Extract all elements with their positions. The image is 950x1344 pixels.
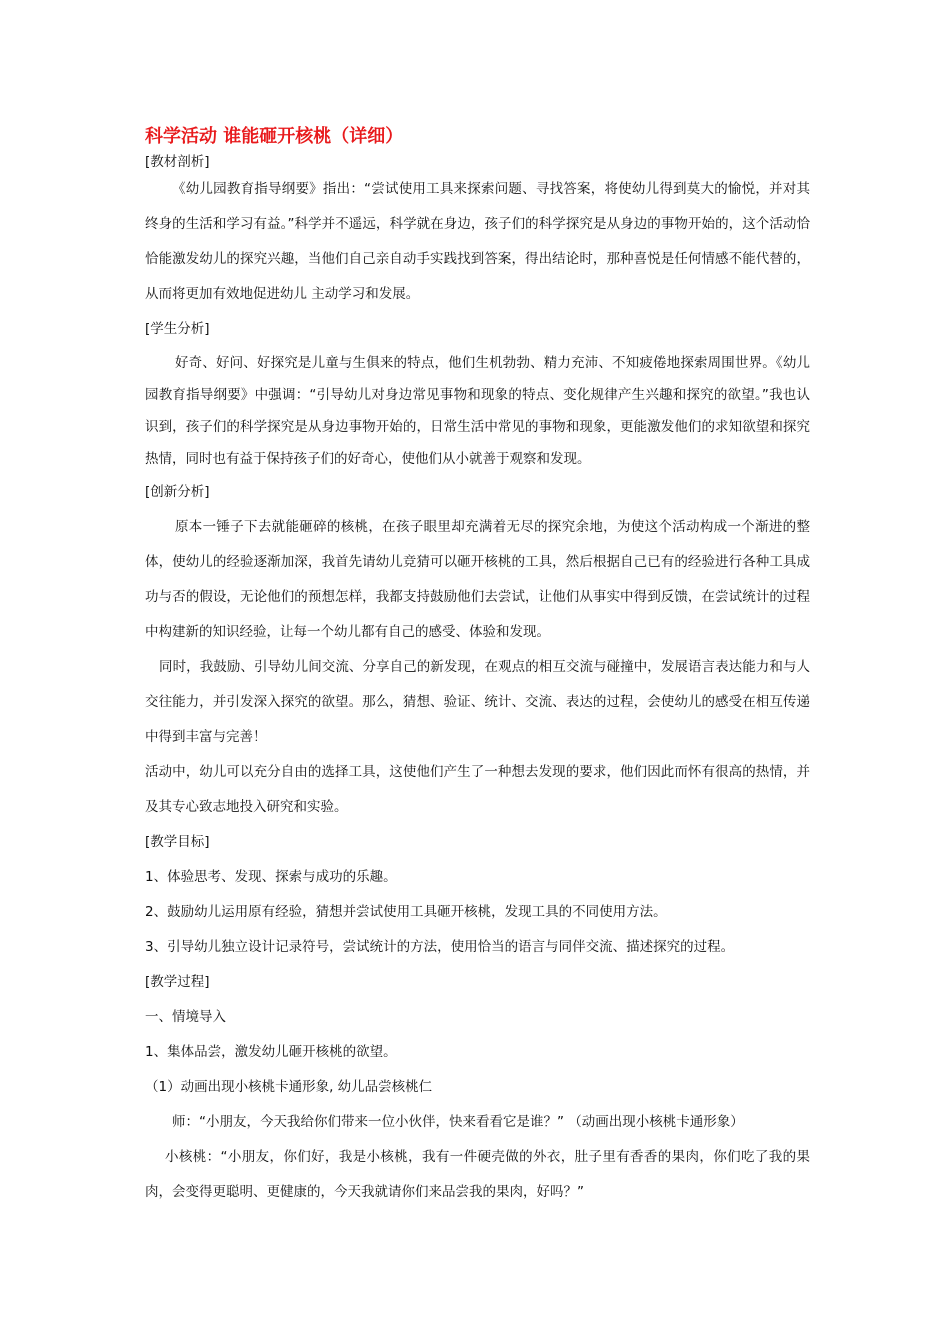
dialogue-walnut: 小核桃：“小朋友，你们好，我是小核桃，我有一件硬壳做的外衣，肚子里有香香的果肉，你们吃了我的果肉，会变得更聪明、更健康的，今天我就请你们来品尝我的果肉，好吗？” (145, 1149, 810, 1200)
dialogue-teacher: 师：“小朋友，今天我给你们带来一位小伙伴，快来看看它是谁？” （动画出现小核桃卡通形象） (172, 1114, 744, 1130)
goal-item-1: 1、体验思考、发现、探索与成功的乐趣。 (145, 869, 397, 885)
goal-item-3: 3、引导幼儿独立设计记录符号，尝试统计的方法，使用恰当的语言与同伴交流、描述探究的过程。 (145, 939, 735, 955)
process-step-1: 一、情境导入 (145, 1009, 226, 1025)
section-heading-material: [教材剖析] (145, 154, 210, 170)
goal-item-2: 2、鼓励幼儿运用原有经验，猜想并尝试使用工具砸开核桃，发现工具的不同使用方法。 (145, 904, 667, 920)
document-body (145, 124, 810, 1210)
section-heading-process: [教学过程] (145, 974, 210, 990)
process-step-1-1: 1、集体品尝，激发幼儿砸开核桃的欲望。 (145, 1044, 397, 1060)
paragraph-innovation-1: 原本一锤子下去就能砸碎的核桃，在孩子眼里却充满着无尽的探究余地，为使这个活动构成一个渐进的整体，使幼儿的经验逐渐加深，我首先请幼儿竞猜可以砸开核桃的工具，然后根据自己已有的经验进行各种工具成功与否的假设，无论他们的预想怎样，我都支持鼓励他们去尝试，让他们从事实中得到反馈，在尝试统计的过程中构建新的知识经验，让每一个幼儿都有自己的感受、体验和发现。 (145, 519, 810, 640)
section-heading-innovation: [创新分析] (145, 484, 210, 500)
process-step-1-1-1: （1）动画出现小核桃卡通形象, 幼儿品尝核桃仁 (145, 1079, 433, 1095)
paragraph-material: 《幼儿园教育指导纲要》指出：“尝试使用工具来探索问题、寻找答案，将使幼儿得到莫大的愉悦，并对其终身的生活和学习有益。”科学并不遥远，科学就在身边，孩子们的科学探究是从身边的事物开始的，这个活动恰恰能激发幼儿的探究兴趣，当他们自己亲自动手实践找到答案，得出结论时，那种喜悦是任何情感不能代替的，从而将更加有效地促进幼儿 主动学习和发展。 (145, 181, 810, 302)
paragraph-student: 好奇、好问、好探究是儿童与生俱来的特点，他们生机勃勃、精力充沛、不知疲倦地探索周围世界。《幼儿园教育指导纲要》中强调：“引导幼儿对身边常见事物和现象的特点、变化规律产生兴趣和探究的欲望。”我也认识到，孩子们的科学探究是从身边事物开始的，日常生活中常见的事物和现象，更能激发他们的求知欲望和探究热情，同时也有益于保持孩子们的好奇心，使他们从小就善于观察和发现。 (145, 355, 810, 467)
paragraph-innovation-2: 同时，我鼓励、引导幼儿间交流、分享自己的新发现，在观点的相互交流与碰撞中，发展语言表达能力和与人交往能力，并引发深入探究的欲望。那么，猜想、验证、统计、交流、表达的过程，会使幼儿的感受在相互传递中得到丰富与完善！ (145, 659, 810, 745)
section-heading-goals: [教学目标] (145, 834, 210, 850)
document-title: 科学活动 谁能砸开核桃（详细） (145, 126, 404, 147)
section-heading-student: [学生分析] (145, 321, 210, 337)
paragraph-innovation-3: 活动中，幼儿可以充分自由的选择工具，这使他们产生了一种想去发现的要求，他们因此而怀有很高的热情，并及其专心致志地投入研究和实验。 (145, 764, 810, 815)
